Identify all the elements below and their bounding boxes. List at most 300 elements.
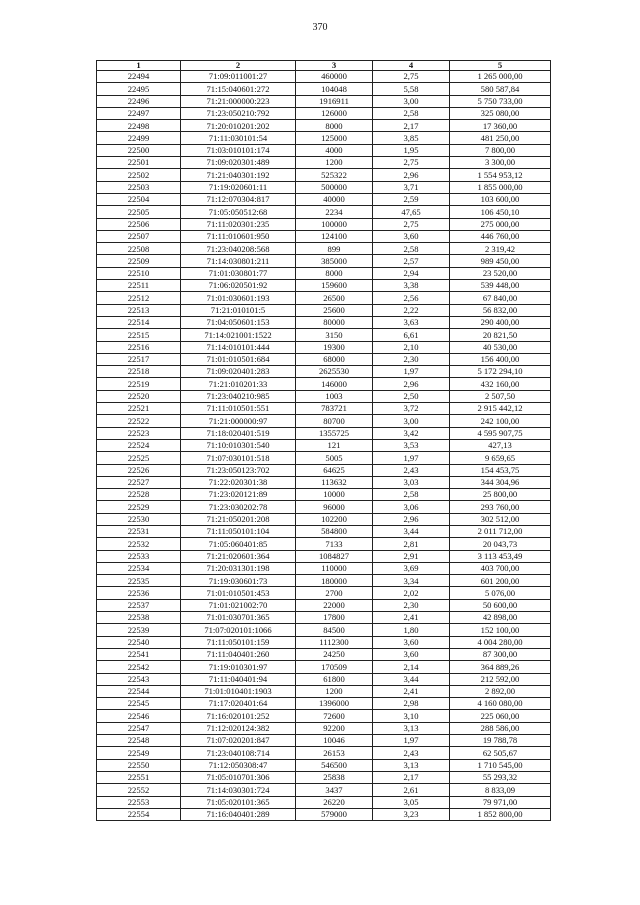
amount-cell: 288 586,00 [450,722,551,734]
table-row [97,685,551,697]
area-cell: 19300 [296,341,373,353]
rate-cell: 47,65 [373,206,450,218]
area-cell: 579000 [296,808,373,820]
row-number-cell: 22533 [97,550,181,562]
table-row [97,698,551,710]
area-cell: 899 [296,243,373,255]
rate-cell: 2,22 [373,304,450,316]
table-row [97,476,551,488]
table-row [97,808,551,820]
amount-cell: 446 760,00 [450,230,551,242]
rate-cell: 2,30 [373,599,450,611]
area-cell: 146000 [296,378,373,390]
rate-cell: 3,06 [373,501,450,513]
area-cell: 40000 [296,193,373,205]
table-row [97,427,551,439]
amount-cell: 212 592,00 [450,673,551,685]
rate-cell: 2,30 [373,353,450,365]
area-cell: 64625 [296,464,373,476]
header-col-5: 5 [450,61,551,71]
cadastral-number-cell: 71:15:040601:272 [181,83,296,95]
table-row [97,673,551,685]
table-row [97,735,551,747]
row-number-cell: 22514 [97,316,181,328]
row-number-cell: 22494 [97,71,181,83]
rate-cell: 3,69 [373,562,450,574]
amount-cell: 7 800,00 [450,144,551,156]
cadastral-number-cell: 71:21:040301:192 [181,169,296,181]
row-number-cell: 22498 [97,120,181,132]
amount-cell: 25 800,00 [450,489,551,501]
area-cell: 8000 [296,267,373,279]
table-row [97,316,551,328]
area-cell: 10000 [296,489,373,501]
area-cell: 110000 [296,562,373,574]
rate-cell: 3,60 [373,648,450,660]
row-number-cell: 22537 [97,599,181,611]
cadastral-number-cell: 71:05:050512:68 [181,206,296,218]
rate-cell: 3,60 [373,230,450,242]
amount-cell: 1 710 545,00 [450,759,551,771]
area-cell: 121 [296,439,373,451]
cadastral-number-cell: 71:11:050101:104 [181,525,296,537]
area-cell: 25600 [296,304,373,316]
area-cell: 159600 [296,280,373,292]
cadastral-number-cell: 71:14:010101:444 [181,341,296,353]
amount-cell: 2 507,50 [450,390,551,402]
table-row [97,218,551,230]
row-number-cell: 22541 [97,648,181,660]
rate-cell: 3,13 [373,759,450,771]
area-cell: 1200 [296,157,373,169]
area-cell: 125000 [296,132,373,144]
rate-cell: 1,97 [373,366,450,378]
rate-cell: 3,10 [373,710,450,722]
rate-cell: 3,85 [373,132,450,144]
table-body [97,71,551,821]
rate-cell: 3,34 [373,575,450,587]
rate-cell: 3,53 [373,439,450,451]
table-row [97,255,551,267]
table-row [97,193,551,205]
amount-cell: 23 520,00 [450,267,551,279]
header-col-3: 3 [296,61,373,71]
table-row [97,280,551,292]
cadastral-number-cell: 71:23:050210:792 [181,107,296,119]
area-cell: 500000 [296,181,373,193]
table-row [97,353,551,365]
amount-cell: 154 453,75 [450,464,551,476]
row-number-cell: 22527 [97,476,181,488]
table-row [97,329,551,341]
cadastral-number-cell: 71:01:030701:365 [181,612,296,624]
cadastral-number-cell: 71:01:010501:453 [181,587,296,599]
rate-cell: 2,61 [373,784,450,796]
amount-cell: 225 060,00 [450,710,551,722]
row-number-cell: 22509 [97,255,181,267]
table-row [97,292,551,304]
table-row [97,403,551,415]
area-cell: 1396000 [296,698,373,710]
table-header [97,61,551,71]
row-number-cell: 22510 [97,267,181,279]
amount-cell: 364 889,26 [450,661,551,673]
row-number-cell: 22553 [97,796,181,808]
row-number-cell: 22503 [97,181,181,193]
cadastral-number-cell: 71:11:050101:159 [181,636,296,648]
table-row [97,181,551,193]
cadastral-number-cell: 71:11:010601:950 [181,230,296,242]
amount-cell: 2 915 442,12 [450,403,551,415]
amount-cell: 8 833,09 [450,784,551,796]
row-number-cell: 22517 [97,353,181,365]
area-cell: 385000 [296,255,373,267]
rate-cell: 2,58 [373,243,450,255]
area-cell: 170509 [296,661,373,673]
area-cell: 100000 [296,218,373,230]
row-number-cell: 22516 [97,341,181,353]
amount-cell: 403 700,00 [450,562,551,574]
header-col-2: 2 [181,61,296,71]
cadastral-number-cell: 71:11:030101:54 [181,132,296,144]
amount-cell: 2 011 712,00 [450,525,551,537]
row-number-cell: 22502 [97,169,181,181]
rate-cell: 2,17 [373,771,450,783]
row-number-cell: 22526 [97,464,181,476]
rate-cell: 2,58 [373,489,450,501]
area-cell: 68000 [296,353,373,365]
cadastral-number-cell: 71:09:020301:489 [181,157,296,169]
rate-cell: 2,43 [373,747,450,759]
cadastral-number-cell: 71:12:050308:47 [181,759,296,771]
area-cell: 584800 [296,525,373,537]
area-cell: 126000 [296,107,373,119]
area-cell: 3150 [296,329,373,341]
cadastral-number-cell: 71:23:040108:714 [181,747,296,759]
area-cell: 4000 [296,144,373,156]
table-row [97,83,551,95]
row-number-cell: 22515 [97,329,181,341]
table-row [97,525,551,537]
area-cell: 2625530 [296,366,373,378]
row-number-cell: 22538 [97,612,181,624]
cadastral-number-cell: 71:10:010301:540 [181,439,296,451]
row-number-cell: 22539 [97,624,181,636]
amount-cell: 55 293,32 [450,771,551,783]
cadastral-number-cell: 71:19:020601:11 [181,181,296,193]
rate-cell: 3,00 [373,415,450,427]
table-row [97,95,551,107]
amount-cell: 152 100,00 [450,624,551,636]
table-row [97,378,551,390]
rate-cell: 1,95 [373,144,450,156]
area-cell: 2700 [296,587,373,599]
table-row [97,144,551,156]
area-cell: 10046 [296,735,373,747]
cadastral-number-cell: 71:14:021001:1522 [181,329,296,341]
table-row [97,587,551,599]
rate-cell: 2,17 [373,120,450,132]
area-cell: 2234 [296,206,373,218]
rate-cell: 2,41 [373,685,450,697]
amount-cell: 3 300,00 [450,157,551,169]
amount-cell: 5 172 294,10 [450,366,551,378]
amount-cell: 427,13 [450,439,551,451]
row-number-cell: 22540 [97,636,181,648]
table-row [97,132,551,144]
row-number-cell: 22552 [97,784,181,796]
row-number-cell: 22495 [97,83,181,95]
row-number-cell: 22505 [97,206,181,218]
row-number-cell: 22496 [97,95,181,107]
row-number-cell: 22546 [97,710,181,722]
row-number-cell: 22500 [97,144,181,156]
amount-cell: 2 319,42 [450,243,551,255]
cadastral-number-cell: 71:01:021002:70 [181,599,296,611]
row-number-cell: 22507 [97,230,181,242]
area-cell: 102200 [296,513,373,525]
area-cell: 460000 [296,71,373,83]
rate-cell: 1,97 [373,452,450,464]
cadastral-number-cell: 71:21:020601:364 [181,550,296,562]
rate-cell: 3,72 [373,403,450,415]
rate-cell: 3,42 [373,427,450,439]
area-cell: 1916911 [296,95,373,107]
table-row [97,771,551,783]
table-row [97,366,551,378]
row-number-cell: 22550 [97,759,181,771]
table-row [97,120,551,132]
area-cell: 783721 [296,403,373,415]
cadastral-number-cell: 71:21:000000:97 [181,415,296,427]
cadastral-number-cell: 71:22:020301:38 [181,476,296,488]
amount-cell: 106 450,10 [450,206,551,218]
cadastral-number-cell: 71:18:020401:519 [181,427,296,439]
table-row [97,562,551,574]
amount-cell: 481 250,00 [450,132,551,144]
amount-cell: 87 300,00 [450,648,551,660]
area-cell: 80700 [296,415,373,427]
row-number-cell: 22512 [97,292,181,304]
cadastral-number-cell: 71:07:020201:847 [181,735,296,747]
rate-cell: 3,71 [373,181,450,193]
amount-cell: 1 852 800,00 [450,808,551,820]
cadastral-number-cell: 71:11:020301:235 [181,218,296,230]
amount-cell: 432 160,00 [450,378,551,390]
row-number-cell: 22549 [97,747,181,759]
row-number-cell: 22523 [97,427,181,439]
rate-cell: 2,96 [373,513,450,525]
rate-cell: 3,05 [373,796,450,808]
cadastral-number-cell: 71:09:011001:27 [181,71,296,83]
rate-cell: 2,41 [373,612,450,624]
row-number-cell: 22522 [97,415,181,427]
amount-cell: 275 000,00 [450,218,551,230]
cadastral-number-cell: 71:01:030801:77 [181,267,296,279]
area-cell: 24250 [296,648,373,660]
cadastral-number-cell: 71:20:031301:198 [181,562,296,574]
cadastral-number-cell: 71:23:030202:78 [181,501,296,513]
header-col-4: 4 [373,61,450,71]
row-number-cell: 22513 [97,304,181,316]
amount-cell: 601 200,00 [450,575,551,587]
cadastral-number-cell: 71:14:030801:211 [181,255,296,267]
amount-cell: 156 400,00 [450,353,551,365]
table-row [97,747,551,759]
rate-cell: 3,13 [373,722,450,734]
amount-cell: 302 512,00 [450,513,551,525]
table-row [97,648,551,660]
rate-cell: 2,10 [373,341,450,353]
area-cell: 1084827 [296,550,373,562]
rate-cell: 2,75 [373,218,450,230]
area-cell: 26153 [296,747,373,759]
row-number-cell: 22535 [97,575,181,587]
amount-cell: 1 554 953,12 [450,169,551,181]
amount-cell: 325 080,00 [450,107,551,119]
amount-cell: 2 892,00 [450,685,551,697]
amount-cell: 539 448,00 [450,280,551,292]
header-row [97,61,551,71]
amount-cell: 4 004 280,00 [450,636,551,648]
rate-cell: 2,58 [373,107,450,119]
cadastral-number-cell: 71:12:070304:817 [181,193,296,205]
amount-cell: 103 600,00 [450,193,551,205]
rate-cell: 2,56 [373,292,450,304]
amount-cell: 293 760,00 [450,501,551,513]
row-number-cell: 22521 [97,403,181,415]
rate-cell: 1,80 [373,624,450,636]
rate-cell: 3,44 [373,673,450,685]
row-number-cell: 22501 [97,157,181,169]
table-row [97,169,551,181]
cadastral-number-cell: 71:05:020101:365 [181,796,296,808]
area-cell: 1200 [296,685,373,697]
table-row [97,230,551,242]
cadastral-number-cell: 71:23:040208:568 [181,243,296,255]
row-number-cell: 22519 [97,378,181,390]
rate-cell: 3,60 [373,636,450,648]
cadastral-number-cell: 71:11:040401:260 [181,648,296,660]
amount-cell: 5 750 733,00 [450,95,551,107]
amount-cell: 344 304,96 [450,476,551,488]
area-cell: 92200 [296,722,373,734]
page-number: 370 [312,22,328,33]
table-row [97,612,551,624]
amount-cell: 62 505,67 [450,747,551,759]
amount-cell: 67 840,00 [450,292,551,304]
table-row [97,575,551,587]
area-cell: 61800 [296,673,373,685]
area-cell: 3437 [296,784,373,796]
amount-cell: 19 788,78 [450,735,551,747]
rate-cell: 2,98 [373,698,450,710]
rate-cell: 3,03 [373,476,450,488]
cadastral-number-cell: 71:05:010701:306 [181,771,296,783]
amount-cell: 42 898,00 [450,612,551,624]
row-number-cell: 22545 [97,698,181,710]
table-row [97,624,551,636]
row-number-cell: 22524 [97,439,181,451]
area-cell: 72600 [296,710,373,722]
cadastral-number-cell: 71:20:010201:202 [181,120,296,132]
table-row [97,599,551,611]
rate-cell: 3,44 [373,525,450,537]
row-number-cell: 22530 [97,513,181,525]
area-cell: 5005 [296,452,373,464]
rate-cell: 2,75 [373,157,450,169]
cadastral-number-cell: 71:23:020121:89 [181,489,296,501]
cadastral-number-cell: 71:23:040210:985 [181,390,296,402]
rate-cell: 2,14 [373,661,450,673]
amount-cell: 580 587,84 [450,83,551,95]
register-table [96,60,551,821]
table-row [97,538,551,550]
area-cell: 17800 [296,612,373,624]
cadastral-number-cell: 71:12:020124:382 [181,722,296,734]
rate-cell: 2,50 [373,390,450,402]
amount-cell: 17 360,00 [450,120,551,132]
area-cell: 113632 [296,476,373,488]
rate-cell: 3,38 [373,280,450,292]
rate-cell: 2,75 [373,71,450,83]
row-number-cell: 22529 [97,501,181,513]
amount-cell: 1 265 000,00 [450,71,551,83]
row-number-cell: 22520 [97,390,181,402]
row-number-cell: 22536 [97,587,181,599]
cadastral-number-cell: 71:04:050601:153 [181,316,296,328]
area-cell: 96000 [296,501,373,513]
amount-cell: 79 971,00 [450,796,551,808]
table-row [97,784,551,796]
table-row [97,341,551,353]
rate-cell: 2,96 [373,169,450,181]
rate-cell: 2,59 [373,193,450,205]
row-number-cell: 22532 [97,538,181,550]
row-number-cell: 22499 [97,132,181,144]
rate-cell: 2,43 [373,464,450,476]
table-row [97,243,551,255]
table-row [97,464,551,476]
cadastral-number-cell: 71:16:040401:289 [181,808,296,820]
amount-cell: 20 821,50 [450,329,551,341]
table-row [97,661,551,673]
amount-cell: 5 076,00 [450,587,551,599]
area-cell: 180000 [296,575,373,587]
header-col-1: 1 [97,61,181,71]
amount-cell: 1 855 000,00 [450,181,551,193]
table-row [97,489,551,501]
amount-cell: 20 043,73 [450,538,551,550]
table-row [97,71,551,83]
row-number-cell: 22528 [97,489,181,501]
rate-cell: 5,58 [373,83,450,95]
row-number-cell: 22497 [97,107,181,119]
table-row [97,206,551,218]
amount-cell: 290 400,00 [450,316,551,328]
amount-cell: 56 832,00 [450,304,551,316]
area-cell: 546500 [296,759,373,771]
table-row [97,452,551,464]
cadastral-number-cell: 71:14:030301:724 [181,784,296,796]
table-row [97,513,551,525]
amount-cell: 3 113 453,49 [450,550,551,562]
row-number-cell: 22511 [97,280,181,292]
cadastral-number-cell: 71:07:020101:1066 [181,624,296,636]
area-cell: 7133 [296,538,373,550]
table-row [97,501,551,513]
row-number-cell: 22518 [97,366,181,378]
